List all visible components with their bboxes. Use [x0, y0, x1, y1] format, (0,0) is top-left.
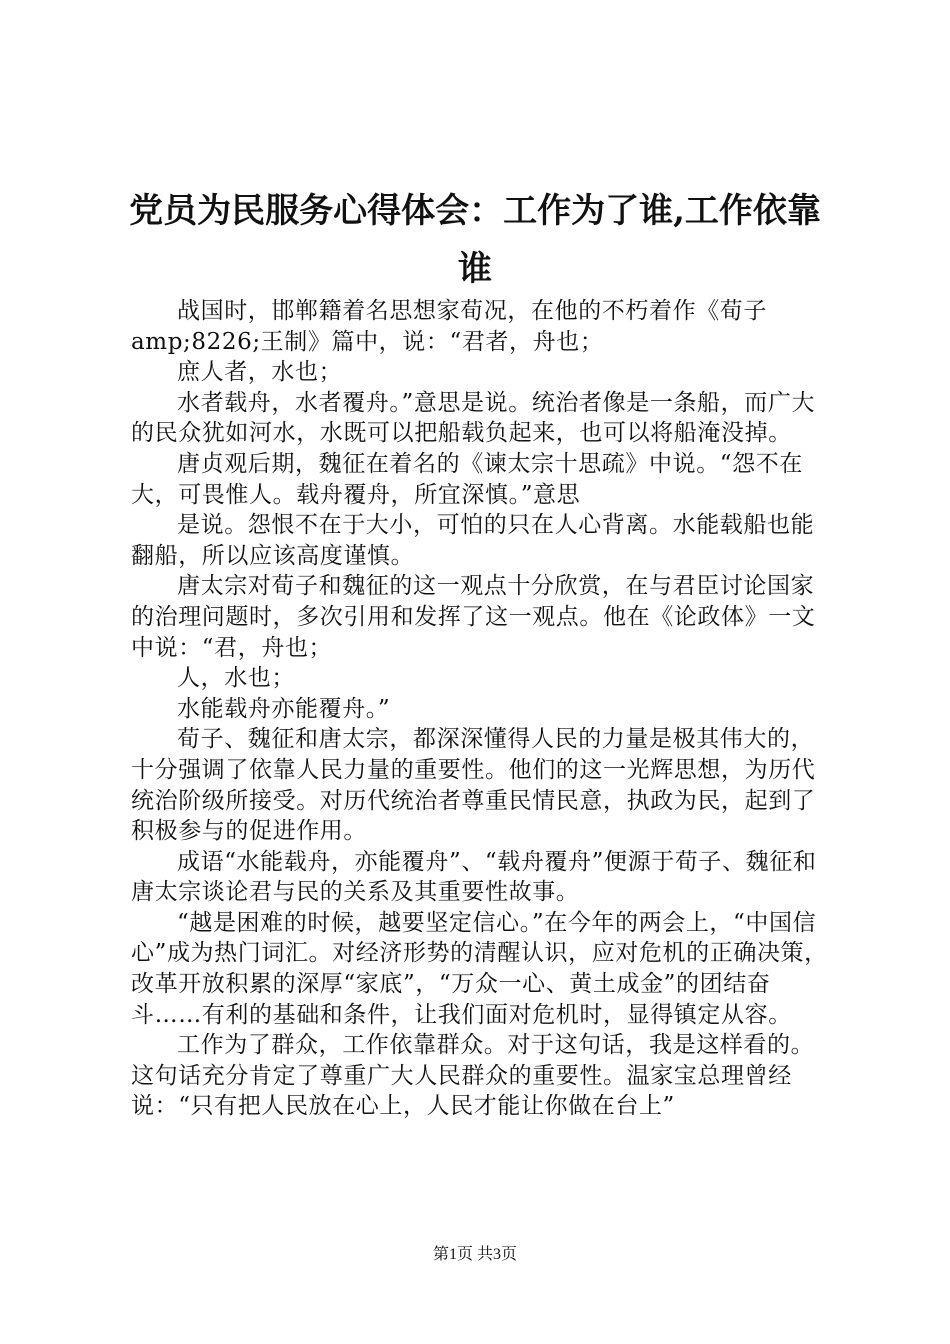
paragraph: 水能载舟亦能覆舟。” — [177, 695, 391, 722]
paragraph: “越是困难的时候，越要坚定信心。”在今年的两会上，“中国信心”成为热门词汇。对经济形势的清醒认识，应对危机的正确决策，改革开放积累的深厚“家底”，“万众一心、黄土成金”的团结奋斗……有利的基础和条件，让我们面对危机时，显得镇定从容。 — [131, 909, 828, 1028]
paragraph: 人，水也； — [177, 665, 295, 692]
paragraph: 唐太宗对荀子和魏征的这一观点十分欣赏，在与君臣讨论国家的治理问题时，多次引用和发挥了这一观点。他在《论政体》一文中说：“君，舟也； — [131, 573, 816, 661]
paragraph: 工作为了群众，工作依靠群众。对于这句话，我是这样看的。这句话充分肯定了尊重广大人民群众的重要性。温家宝总理曾经说：“只有把人民放在心上，人民才能让你做在台上” — [131, 1032, 815, 1120]
paragraph: 庶人者，水也； — [177, 359, 343, 386]
paragraph: 唐贞观后期，魏征在着名的《谏太宗十思疏》中说。“怨不在大，可畏惟人。载舟覆舟，所宜深慎。”意思 — [131, 450, 803, 508]
paragraph: 战国时，邯郸籍着名思想家荀况，在他的不朽着作《荀子amp;8226;王制》篇中，说：“君者，舟也； — [131, 298, 767, 355]
document-title: 党员为民服务心得体会：工作为了谁,工作依靠谁 — [129, 191, 821, 289]
document-body — [131, 296, 833, 1122]
paragraph: 是说。怨恨不在于大小，可怕的只在人心背离。水能载船也能翻船，所以应该高度谨慎。 — [131, 512, 815, 569]
paragraph: 成语“水能载舟，亦能覆舟”、“载舟覆舟”便源于荀子、魏征和唐太宗谈论君与民的关系及其重要性故事。 — [131, 848, 817, 906]
paragraph: 荀子、魏征和唐太宗，都深深懂得人民的力量是极其伟大的，十分强调了依靠人民力量的重要性。他们的这一光辉思想，为历代统治阶级所接受。对历代统治者尊重民情民意，执政为民，起到了积极参与的促进作用。 — [131, 726, 816, 845]
page-footer: 第1页 共3页 — [432, 1246, 517, 1263]
paragraph: 水者载舟，水者覆舟。”意思是说。统治者像是一条船，而广大的民众犹如河水，水既可以把船载负起来，也可以将船淹没掉。 — [131, 389, 816, 447]
